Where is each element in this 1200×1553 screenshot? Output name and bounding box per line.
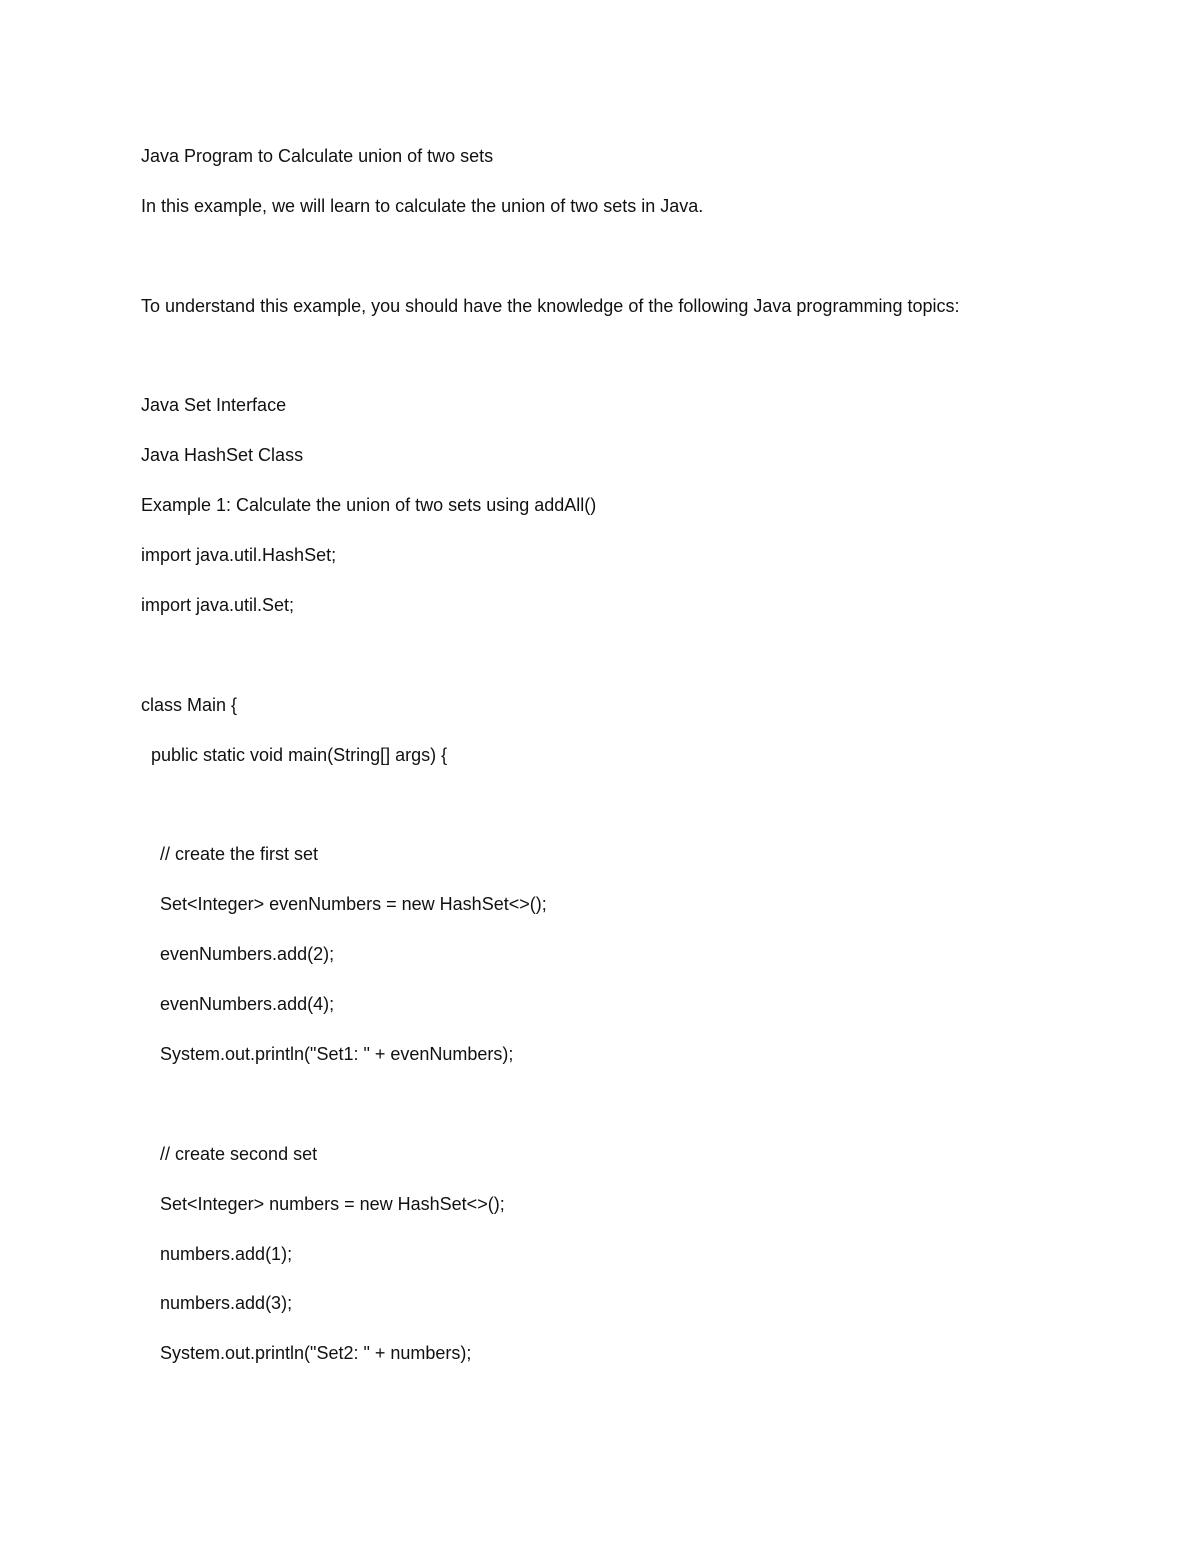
blank-line (141, 641, 1121, 691)
blank-line (141, 242, 1121, 292)
code-line-comment: // create second set (160, 1143, 318, 1164)
blank-line (141, 1090, 1121, 1140)
code-line: evenNumbers.add(4); (160, 994, 335, 1015)
intro-paragraph: In this example, we will learn to calculate the union of two sets in Java. (141, 195, 704, 216)
code-line-import: import java.util.HashSet; (141, 545, 337, 566)
code-line: evenNumbers.add(2); (160, 944, 335, 965)
code-line-import: import java.util.Set; (141, 595, 295, 616)
code-line: Set<Integer> numbers = new HashSet<>(); (160, 1193, 505, 1214)
example-heading: Example 1: Calculate the union of two sets using addAll() (141, 495, 597, 516)
topic-item: Java Set Interface (141, 395, 287, 416)
code-line: System.out.println("Set1: " + evenNumbers); (160, 1044, 514, 1065)
prerequisite-paragraph: To understand this example, you should have the knowledge of the following Java programming topics: (141, 295, 960, 316)
code-line: numbers.add(1); (160, 1243, 293, 1264)
code-line-class: class Main { (141, 694, 238, 715)
blank-line (141, 342, 1121, 392)
blank-line (141, 791, 1121, 841)
code-line: numbers.add(3); (160, 1293, 293, 1314)
code-line-comment: // create the first set (160, 844, 319, 865)
document-body (141, 142, 1121, 1389)
topic-item: Java HashSet Class (141, 445, 304, 466)
code-line: System.out.println("Set2: " + numbers); (160, 1343, 472, 1364)
code-line: Set<Integer> evenNumbers = new HashSet<>(); (160, 894, 547, 915)
code-line-main: public static void main(String[] args) { (151, 744, 448, 765)
document-title: Java Program to Calculate union of two sets (141, 146, 494, 166)
